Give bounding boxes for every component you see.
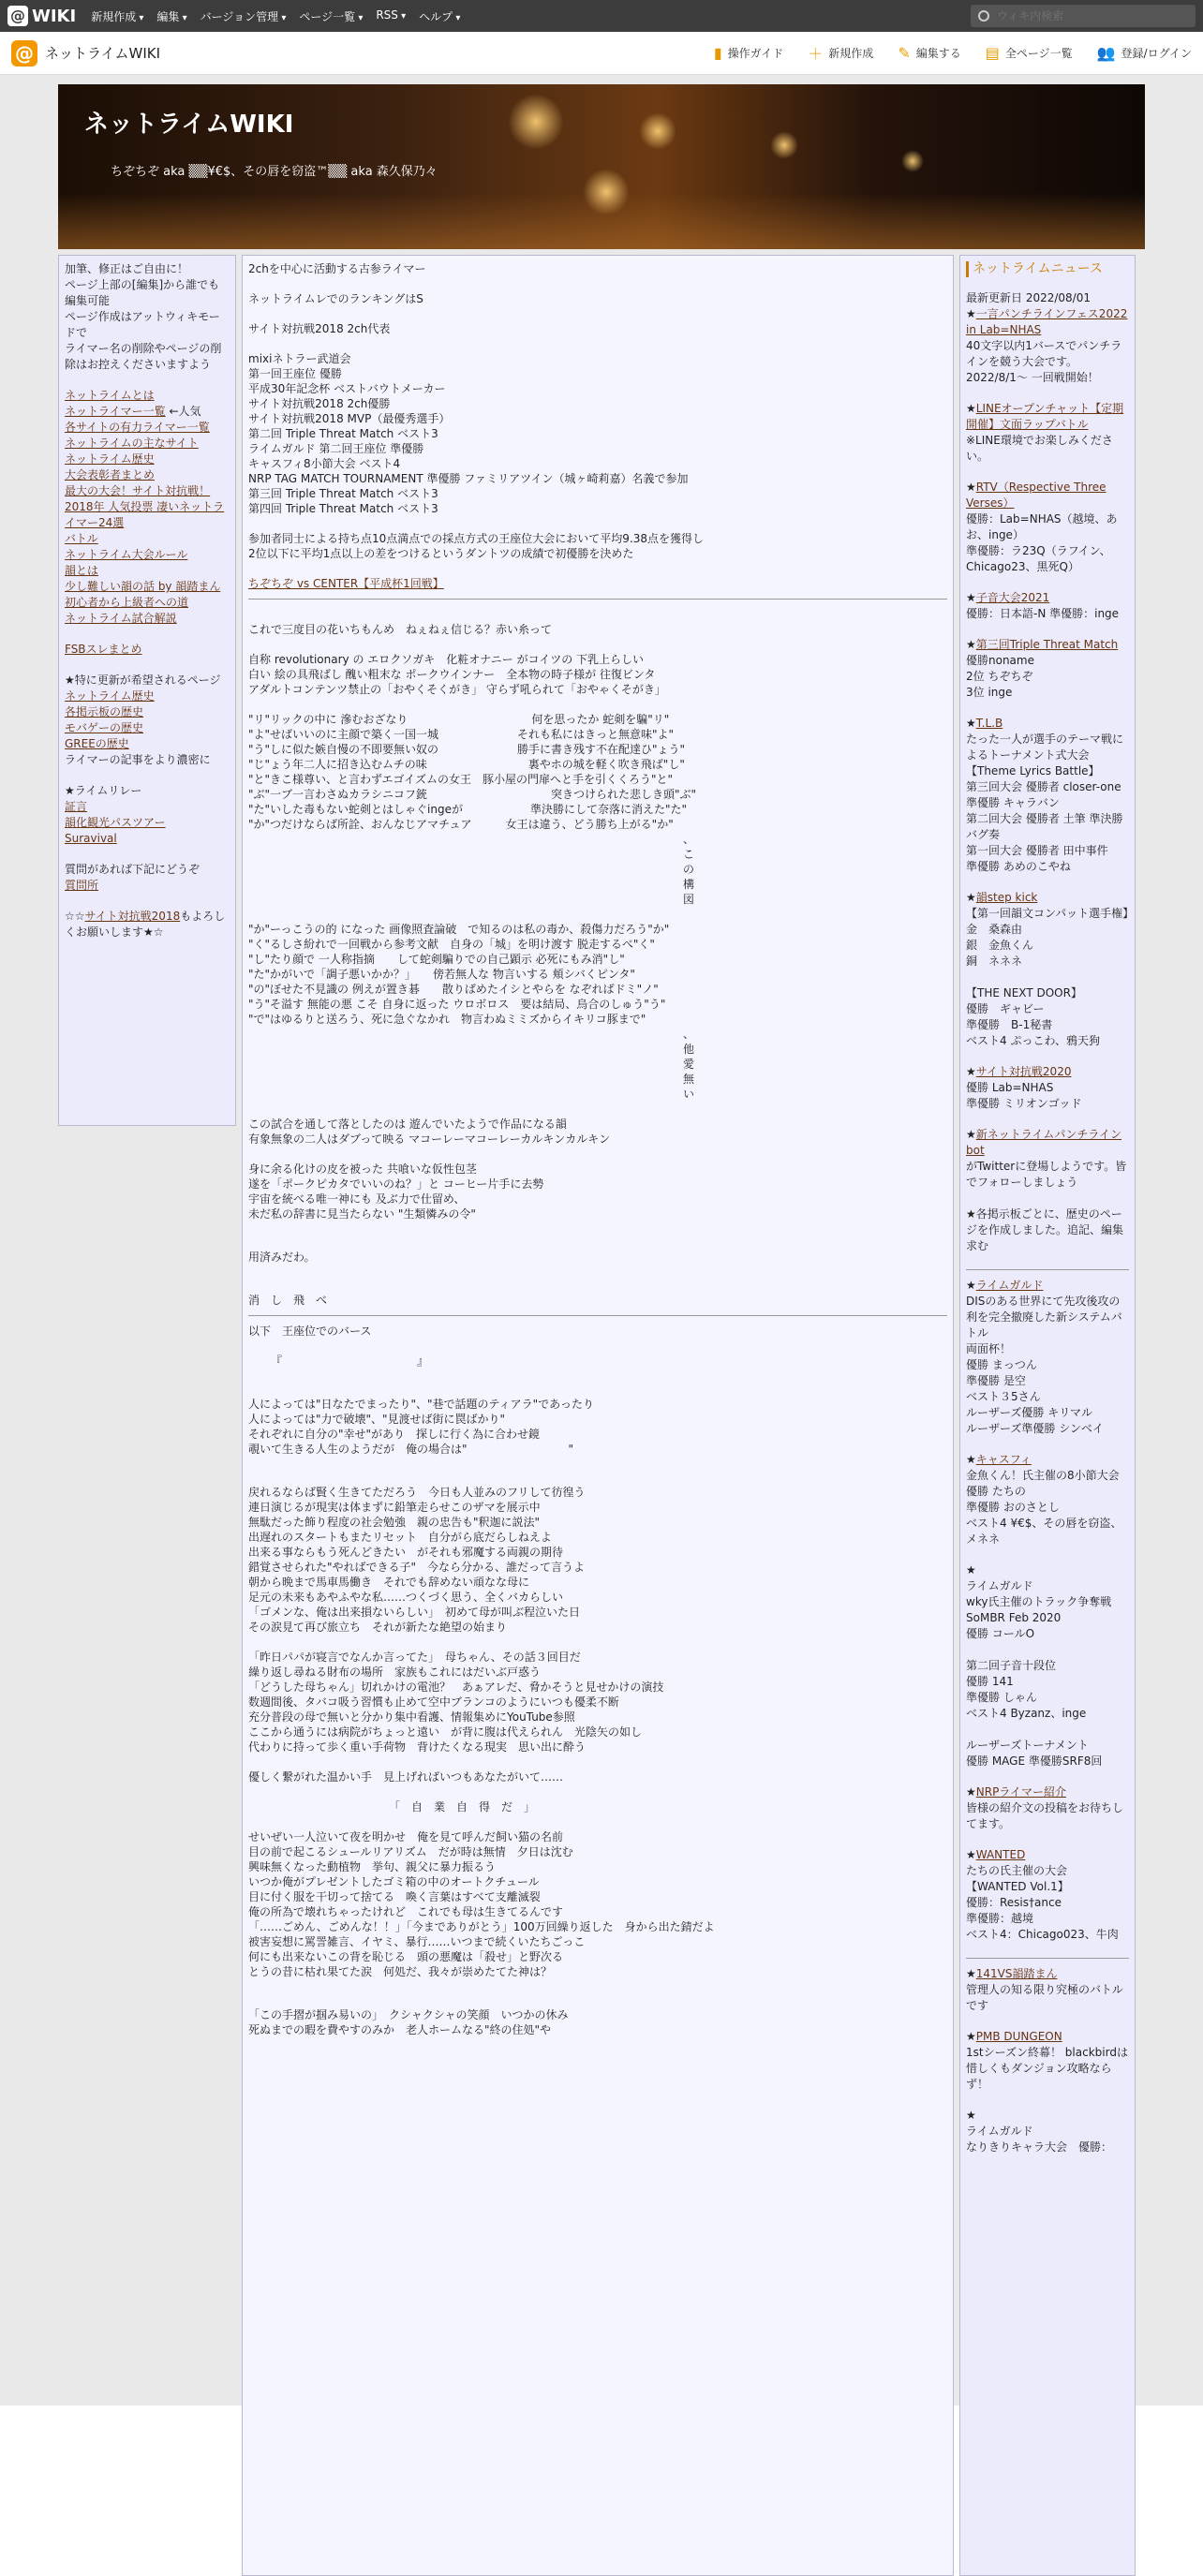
news-link[interactable]: ライムガルド: [975, 1279, 1044, 1292]
news-text: 準優勝 しゃん: [966, 1691, 1037, 1704]
verse-line: 宇宙を統べる唯一神にも 及ぶ力で仕留め、: [248, 1192, 466, 1206]
profile-line: [248, 516, 947, 531]
menu-help[interactable]: ヘルプ ▾: [419, 8, 460, 24]
news-text: 優勝 たちの: [966, 1485, 1026, 1498]
site-name[interactable]: ネットライムWIKI: [45, 45, 161, 62]
news-link[interactable]: 韻step kick: [975, 891, 1038, 904]
verse-line: "か"つだけならば所詮、おんなじアマチュア 女王は違う、どう勝ち上がる"か": [248, 818, 674, 831]
vertical-char: 愛: [682, 1058, 694, 1071]
profile-line: 2位以下に平均1点以上の差をつけるというダントツの成績で初優勝を決めた: [248, 547, 634, 560]
profile-line: ネットライムレでのランキングはS: [248, 292, 423, 305]
news-text: たった一人が選手のテーマ戦によるトーナメント式大会【Theme Lyrics Battle】: [966, 733, 1124, 777]
link-site-battle[interactable]: 最大の大会！サイト対抗戦！: [65, 484, 211, 497]
verse-line: "た"かがいで「調子悪いかか？」 傍若無人な 物言いする 頬シバくピンタ": [248, 968, 635, 981]
verse-line: これで三度目の花いちもんめ ねぇねぇ信じる？赤い糸って: [248, 623, 553, 636]
verse-line: この試合を通して落としたのは 遊んでいたようで作品になる韻: [248, 1118, 567, 1131]
news-text: 銀 金魚くん: [966, 939, 1034, 952]
verse-block: [248, 922, 947, 1027]
banner-image: [58, 84, 1145, 249]
news-item: [966, 1127, 1129, 1254]
banner-subtitle: ちぞちぞ aka ▒▒¥€$、その唇を窃盗™▒▒ aka 森久保乃々: [111, 165, 438, 179]
link-history[interactable]: ネットライム歴史: [65, 452, 155, 466]
verse-line: 目の前で起こるシュールリアリズム だが時は無情 夕日は沈む: [248, 1845, 573, 1858]
vertical-char: こ: [682, 848, 694, 861]
star-icon: ★: [966, 1279, 976, 1292]
verse-line: いつか俺がプレゼントしたゴミ箱の中のオートクチュール: [248, 1875, 540, 1888]
star-icon: ★: [966, 1785, 976, 1799]
profile-line: ライムガルド 第二回王座位 準優勝: [248, 442, 424, 455]
at-icon: @: [7, 6, 28, 26]
verse-line: 戻れるならば賢く生きてただろう 今日も人並みのフリして彷徨う: [248, 1486, 586, 1499]
guide-button[interactable]: ▮ 操作ガイド: [713, 44, 784, 62]
news-item: [966, 306, 1129, 386]
news-text: 優勝 Lab=NHAS: [966, 1081, 1054, 1094]
news-item: [966, 2029, 1129, 2093]
news-item: [966, 1064, 1129, 1112]
news-text: 【WANTED Vol.1】: [966, 1880, 1069, 1893]
link-gree-history[interactable]: GREEの歴史: [65, 737, 129, 750]
news-text: ベスト4 Byzanz、inge: [966, 1707, 1087, 1720]
vertical-text: [248, 832, 947, 907]
news-text: 【THE NEXT DOOR】: [966, 986, 1082, 999]
plus-icon: ＋: [808, 45, 824, 63]
verse-block: [248, 622, 947, 832]
news-link[interactable]: NRPライマー紹介: [975, 1785, 1066, 1799]
profile-line: [248, 306, 947, 321]
divider: [248, 1315, 947, 1316]
verse-line: アダルトコンテンツ禁止の「おやくそくがき」 守らず吼られて「おやゃくそがき」: [248, 683, 666, 696]
star-icon: ★: [966, 1128, 976, 1141]
atwiki-logo[interactable]: @ WIKI: [7, 6, 76, 26]
profile-line: 参加者同士による持ち点10点満点での採点方式の王座位大会において平均9.38点を獲得し: [248, 532, 704, 545]
profile-line: [248, 276, 947, 291]
verse-line: "く"るしさ紛れで一回戦から参考文献 自身の「城」を明け渡す 脱走するべ"く": [248, 938, 655, 951]
news-text: ★各掲示板ごとに、歴史のページを作成しました。追記、編集求む: [966, 1207, 1124, 1252]
verse-line: 朝から晩まで馬車馬働き それでも辞めない頑なな母に: [248, 1576, 530, 1589]
link-update-history[interactable]: ネットライム歴史: [65, 689, 155, 703]
news-item: [966, 590, 1129, 622]
news-text: 第二回子音十段位: [966, 1659, 1057, 1672]
profile-line: mixiネトラー武道会: [248, 352, 351, 365]
news-text: 優勝：Resis†ance: [966, 1896, 1062, 1909]
link-popular-vote[interactable]: 2018年 人気投票 凄いネットライマー24選: [65, 500, 225, 529]
profile-line: 平成30年記念杯 ベストバウトメーカー: [248, 382, 446, 395]
verse-line: 遂を「ポークピカタでいいのね？」と コーヒー片手に去勢: [248, 1177, 544, 1191]
vertical-char: 図: [682, 893, 694, 906]
news-link[interactable]: T.L.B: [975, 717, 1003, 730]
header-actions: [714, 42, 1192, 64]
news-text: 準優勝 ミリオンゴッド: [966, 1097, 1082, 1110]
news-text: 第二回大会 優勝者 土筆 準決勝 バグ奏: [966, 812, 1123, 841]
news-text: 【第一回韻文コンパット選手権】: [966, 907, 1135, 920]
star-icon: ★: [966, 481, 976, 494]
news-link[interactable]: WANTED: [975, 1848, 1026, 1861]
verse-line: 出来る事ならもう死んどきたい がそれも邪魔する両親の期待: [248, 1546, 564, 1559]
verse-line: 何にも出来ないこの背を恥じる 頭の悪魔は「殺せ」と野次る: [248, 1950, 564, 1963]
verse-line: 有象無象の二人はダブって映る マコーレーマコーレーカルキンカルキン: [248, 1133, 611, 1146]
news-link[interactable]: RTV（Respective Three Verses）: [966, 481, 1106, 510]
news-link[interactable]: キャスフィ: [975, 1453, 1032, 1466]
site-logo[interactable]: [11, 40, 160, 67]
news-text: [966, 1722, 1129, 1738]
news-text: ※LINE環境でお楽しみください。: [966, 434, 1113, 463]
verse-block: [248, 1485, 947, 1635]
menu-version[interactable]: バージョン管理 ▾: [200, 8, 287, 24]
news-link[interactable]: 第三回Triple Threat Match: [975, 638, 1119, 651]
verse-line: 足元の未来もあやふやな私……つくづく思う、全くバカらしい: [248, 1591, 564, 1604]
divider: [248, 599, 947, 600]
news-text: [966, 1642, 1129, 1658]
news-item: [966, 637, 1129, 701]
all-pages-button[interactable]: ▤ 全ページ一覧: [985, 44, 1073, 62]
news-text: 銅 ネネネ: [966, 955, 1023, 968]
edit-button[interactable]: ✎ 編集する: [898, 44, 961, 62]
verse-line: それぞれに自分の"幸せ"があり 探しに行く為に合わせ鏡: [248, 1428, 541, 1441]
vertical-text: [248, 1027, 947, 1102]
profile-line: サイト対抗戦2018 2ch代表: [248, 322, 391, 335]
verse-line: "の"ぼせた不見識の 例えが置き碁 散りばめたイシとやらを なぞればドミ"ノ": [248, 983, 659, 996]
menu-edit[interactable]: 編集 ▾: [156, 8, 186, 24]
battle-link[interactable]: ちぞちぞ vs CENTER【平成杯1回戦】: [248, 577, 444, 590]
star-icon: ★: [966, 307, 976, 320]
news-text: 準優勝 是空: [966, 1374, 1026, 1387]
news-text: 準優勝 B-1秘書: [966, 1018, 1053, 1031]
verse-block: [248, 1650, 947, 1784]
verse-line: 錯覚させられた"やればできる子" 今なら分かる、誰だって言うよ: [248, 1561, 586, 1574]
news-text: 優勝 141: [966, 1675, 1014, 1688]
verse-line: "と"きこ様尊い、と言わずエゴイズムの女王 豚小屋の門扉へと手を引くくろう"と": [248, 773, 674, 786]
verse-line: [248, 1147, 947, 1162]
verse-line: "じ"ょう年二人に招き込むムチの味 裏やホの城を軽く吹き飛ば"し": [248, 758, 685, 771]
news-item: [966, 1847, 1129, 1943]
vertical-char: 他: [682, 1043, 694, 1056]
verse-line: 人によっては"日なたでまったり"、"巷で話題のティアラ"であったり: [248, 1398, 595, 1411]
link-testimony[interactable]: 証言: [65, 800, 88, 813]
star-icon: ★: [966, 891, 976, 904]
verse-line: 未だ私の辞書に見当たらない "生類憐みの令": [248, 1207, 476, 1221]
verse-line: "か"ーっこうの的 になった 画像照査論破 で知るのは私の毒か、殺傷力だろう"か": [248, 923, 670, 936]
verse-line: 無駄だった飾り程度の社会勉強 親の忠告も"釈迦に説法": [248, 1516, 541, 1529]
verse-line: [248, 697, 947, 712]
site-header: [0, 32, 1203, 75]
link-fsb[interactable]: FSBスレまとめ: [65, 643, 142, 656]
verse-line: "ぶ"一ブ一言わさぬカラシニコフ銃 突きつけられた悲しき頭"ぶ": [248, 788, 697, 801]
search-input[interactable]: [995, 8, 1182, 23]
menu-pages[interactable]: ページ一覧 ▾: [299, 8, 363, 24]
news-text: 優勝noname: [966, 654, 1034, 667]
news-link[interactable]: 子音大会2021: [975, 591, 1050, 604]
menu-rss[interactable]: RSS ▾: [376, 8, 406, 24]
star-icon: ★: [966, 717, 976, 730]
profile-line: 2chを中心に活動する古参ライマー: [248, 262, 426, 275]
vertical-char: 構: [682, 878, 694, 891]
profile-line: 第四回 Triple Threat Match ベスト3: [248, 502, 438, 515]
news-text: 第三回大会 優勝者 closer-one 準優勝 キャラバン: [966, 780, 1133, 809]
news-link[interactable]: PMB DUNGEON: [975, 2030, 1062, 2043]
news-text: 準優勝：越境: [966, 1912, 1034, 1925]
verse-line: 連日演じるが現実は体まずに鉛筆走らせこのザマを展示中: [248, 1501, 541, 1514]
search-box: [971, 5, 1196, 27]
news-text: 2位 ちぞちぞ: [966, 670, 1033, 683]
news-text: wky氏主催のトラック争奪戦SoMBR Feb 2020: [966, 1595, 1112, 1624]
verse-line: "た"いした毒もない蛇剣とはしゃぐingeが 準決勝にして奈落に消えた"た": [248, 803, 688, 816]
verse-line: 被害妄想に罵詈雑言、イヤミ、暴行……いつまで続くいたちごっこ: [248, 1935, 586, 1948]
star-icon: ★: [966, 591, 976, 604]
verse-line: 白い 絵の具飛ばし 醜い粗末な ポークウインナー 全本物の時子様が 往復ビンタ: [248, 668, 656, 681]
news-text: 優勝 コールO: [966, 1627, 1035, 1640]
verse-line: "よ"せばいいのに主顔で築く一国一城 それも私にはきっと無意味"よ": [248, 728, 675, 741]
pencil-icon: ✎: [898, 44, 911, 62]
verse-block: [248, 2007, 947, 2037]
banner-title: ネットライムWIKI: [84, 111, 294, 139]
star-icon: ★: [966, 1563, 976, 1577]
news-item: [966, 716, 1133, 875]
profile-line: サイト対抗戦2018 MVP（最優秀選手）: [248, 412, 451, 425]
link-board-history[interactable]: 各掲示板の歴史: [65, 705, 144, 718]
divider: [966, 1958, 1129, 1959]
verse-line: 出遅れのスタートもまたリセット 自分がら底だらしねえよ: [248, 1531, 552, 1544]
verse-line: 身に余る化けの皮を被った 共喰いな仮性包茎: [248, 1162, 477, 1176]
news-text: ベスト３5さん: [966, 1390, 1041, 1403]
nav-links: ネットライムとは ネットライマー一覧 ←人気 各サイトの有力ライマー一覧 ネットライムの主なサイト ネットライム歴史 大会表彰者まとめ 最大の大会！サイト対抗戦！ 2018年 人気投票 凄いネットライマー24選 バトル ネットライム大会ルール 韻とは 少し難しい韻の話 by 韻踏まん 初心者から上級者への道 ネットライム試合解説: [65, 389, 225, 625]
link-awards[interactable]: 大会表彰者まとめ: [65, 468, 156, 481]
verse-line: 自称 revolutionary の エロクソガキ 化粧オナニー がコイツの 下乳上らしい: [248, 653, 645, 666]
news-list: [966, 306, 1135, 2155]
vertical-char: 、: [682, 1028, 694, 1041]
news-heading: ネットライムニュース: [966, 261, 1129, 277]
verse-line: 「どうした母ちゃん」切れかけの電池？ あぁアレだ、脅かそうと見せかけの演技: [248, 1680, 664, 1694]
link-beginner[interactable]: 初心者から上級者への道: [65, 596, 189, 609]
verse-block: [248, 1829, 947, 1979]
link-about[interactable]: ネットライムとは: [65, 389, 155, 402]
link-question[interactable]: 質問所: [65, 879, 99, 892]
star-icon: ★: [966, 402, 976, 415]
verse-line: ここから通うには病院がちょっと遠い が背に腹は代えられん 光陰矢の如し: [248, 1725, 643, 1739]
news-text: 優勝：日本語-N 準優勝：inge: [966, 607, 1120, 620]
main-content: 2chを中心に活動する古参ライマー ネットライムレでのランキングはS サイト対抗戦2018 2ch代表 mixiネトラー武道会 第一回王座位 優勝 平成30年記念杯 ベストバウトメーカー サイト対抗戦2018 2ch優勝 サイト対抗戦2018 MVP（最優秀選手） 第二回 Triple Threat Match ベスト3 ライムガルド 第二回王座位 準優勝 キャスフィ8小節大会 ベスト4 NRP TAG MATCH TOURNAMENT 準優勝 ファミリアツイン（城ヶ崎莉嘉）名義で参加 第三回 Triple Threat Match ベスト3 第四回 Triple Threat Match ベスト3 参加者同士による持ち点10点満点での採点方式の王座位大会において平均9.38点を獲得し 2位以下に平均1点以上の差をつけるというダントツの成績で初優勝を決めた ちぞちぞ vs CENTER【平成杯1回戦】 これで三度目の花いちもんめ ねぇねぇ信じる？赤い糸って 自称 revolutionary の エロクソガキ 化粧オナニー がコイツの 下乳上らしい 白い 絵の具飛ばし 醜い粗末な ポークウインナー 全本物の時子様が 往復ビンタ アダルトコンテンツ禁止の「おやくそくがき」 守らず吼られて「おやゃくそがき」 "リ"リックの中に 滲むおざなり 何を思ったか 蛇剣を騙"リ" "よ"せばいいのに主顔で築く一国一城 それも私にはきっと無意味"よ" "う"しに似た嫉自慢の不即要無い奴の 勝手に書き残す不在配達ひ"ょう" "じ"ょう年二人に招き込むムチの味 裏やホの城を軽く吹き飛ば"し" "と"きこ様尊い、と言わずエゴイズムの女王 豚小屋の門扉へと手を引くくろう"と" "ぶ"一ブ一言わさぬカラシニコフ銃 突きつけられた悲しき頭"ぶ" "た"いした毒もない蛇剣とはしゃぐingeが 準決勝にして奈落に消えた"た" "か"つだけならば所詮、おんなじアマチュア 女王は違う、どう勝ち上がる"か" 、 こ の 構 図 "か"ーっこうの的 になった 画像照査論破 で知るのは私の毒か、殺傷力だろう"か" "く"るしさ紛れで一回戦から参考文献 自身の「城」を明け渡す 脱走するべ"く" "し"たり顔で 一人称指摘 して蛇剣騙りでの自己顕示 必死にもみ消"し" "た"かがいで「調子悪いかか？」 傍若無人な 物言いする 頬シバくピンタ" "の"ぼせた不見識の 例えが置き碁 散りばめたイシとやらを なぞればドミ"ノ" "う"そ溢す 無能の悪 こそ 自身に返った ウロボロス 要は結局、烏合のしゅう"う" "で"はゆるりと送ろう、死に急ぐなかれ 物言わぬミミズからイキリコ豚まで" 、 他 愛 無 い この試合を通して落としたのは 遊んでいたようで作品になる韻 有象無象の二人はダブって映る マコーレーマコーレーカルキンカルキン 身に余る化けの皮を被った 共喰いな仮性包茎 遂を「ポークピカタでいいのね？」と コーヒー片手に去勢 宇宙を統べる唯一神にも 及ぶ力で仕留め、 未だ私の辞書に見当たらない "生類憐みの令" 用済みだわ。 消 し 飛 べ 以下 王座位でのバース 『 』 人によっては"日なたでまったり"、"巷で話題のティアラ"であったり 人によっては"力で破壊"、"見渡せば街に罠ばかり" それぞれに自分の"幸せ"があり 探しに行く為に合わせ鏡 覗いて生きる人生のようだが 俺の場合は" " 戻れるならば賢く生きてただろう 今日も人並みのフリして彷徨う 連日演じるが現実は体まずに鉛筆走らせこのザマを展示中 無駄だった飾り程度の社会勉強 親の忠告も"釈迦に説法" 出遅れのスタートもまたリセット 自分がら底だらしねえよ 出来る事ならもう死んどきたい がそれも邪魔する両親の期待 錯覚させられた"やればできる子" 今なら分かる、誰だって言うよ 朝から晩まで馬車馬働き それでも辞めない頑なな母に 足元の未来もあやふやな私……つくづく思う、全くバカらしい 「ゴメンな、俺は出来損ないらしい」 初めて母が叫ぶ程泣いた日 その涙見て再び旅立ち それが新たな絶望の始まり 「昨日パパが寝言でなんか言ってた」 母ちゃん、その話３回目だ 繰り返し尋ねる財布の場所 家族もこれにはだいぶ戸惑う 「どうした母ちゃん」切れかけの電池？ あぁアレだ、脅かそうと見せかけの演技 数週間後、タバコ吸う習慣も止めて空中ブランコのようにいつも優柔不断 充分普段の母で無いと分かり集中看護、情報集めにYouTube参照 ここから通うには病院がちょっと遠い が背に腹は代えられん 光陰矢の如し 代わりに持って歩く重い手荷物 背けたくなる現実 思い出に酔う 優しく繋がれた温かい手 見上げればいつもあなたがいて…… 「 自 業 自 得 だ 」 せいぜい一人泣いて夜を明かせ 俺を見て呼んだ飼い猫の名前 目の前で起こるシュールリアリズム だが時は無情 夕日は沈む 興味無くなった動植物 挙句、親父に暴力振るう いつか俺がプレゼントしたゴミ箱の中のオートクチュール 目に付く服を干切って捨てる 喚く言葉はすべて支離滅裂 俺の所為で壊れちゃったけれど これでも母は生きてるんです 「……ごめん、ごめんな！！」「今までありがとう」100万回繰り返した 身から出た錆だよ 被害妄想に罵詈雑言、イヤミ、暴行……いつまで続くいたちごっこ 何にも出来ないこの背を恥じる 頭の悪魔は「殺せ」と野次る とうの昔に枯れ果てた涙 何処だ、我々が崇めたてた神は？ 「この手摺が掴み易いの」 クシャクシャの笑顔 いつかの休み 死ぬまでの暇を費やすのみか 老人ホームなる"終の住処"や: [242, 255, 954, 2576]
user-plus-icon: 👥: [1096, 44, 1116, 62]
news-text: ベスト4：Chicago023、牛肉: [966, 1928, 1119, 1941]
link-commentary[interactable]: ネットライム試合解説: [65, 612, 177, 625]
search-icon[interactable]: [978, 10, 989, 22]
site-at-icon: @: [11, 40, 37, 67]
vertical-char: 、: [682, 833, 694, 846]
link-rapper-list[interactable]: ネットライマー一覧: [65, 405, 166, 418]
vertical-char: の: [682, 863, 694, 876]
verse-line: "し"たり顔で 一人称指摘 して蛇剣騙りでの自己顕示 必死にもみ消"し": [248, 953, 625, 966]
news-text: ルーザーズ優勝 キリマル: [966, 1406, 1092, 1419]
menu-new[interactable]: 新規作成 ▾: [91, 8, 143, 24]
profile-line: 第二回 Triple Threat Match ベスト3: [248, 427, 438, 440]
news-text: 皆様の紹介文の投稿をお待ちしてます。: [966, 1801, 1124, 1830]
profile-text: [248, 261, 947, 561]
news-text: 40文字以内1バースでパンチラインを競う大会です。: [966, 339, 1122, 368]
login-button[interactable]: 👥 登録/ログイン: [1096, 44, 1192, 62]
closing-note: ☆☆サイト対抗戦2018もよろしくお願いします★☆: [65, 910, 226, 939]
verse-line: [248, 1754, 947, 1769]
verse-line: 数週間後、タバコ吸う習慣も止めて空中ブランコのようにいつも優柔不断: [248, 1695, 619, 1709]
news-text: 管理人の知る限り究極のバトルです: [966, 1983, 1123, 2012]
verse-line: 興味無くなった動植物 挙句、親父に暴力振るう: [248, 1860, 497, 1873]
new-page-button[interactable]: ＋ 新規作成: [808, 42, 873, 64]
verse-line: 「……ごめん、ごめんな！！」「今までありがとう」100万回繰り返した 身から出た錆だよ: [248, 1920, 715, 1933]
news-link[interactable]: サイト対抗戦2020: [975, 1065, 1072, 1078]
news-item: [966, 480, 1129, 575]
verse-line: [248, 637, 947, 652]
verse-line: その涙見て再び旅立ち それが新たな絶望の始まり: [248, 1621, 508, 1634]
star-icon: ★: [966, 1967, 976, 1980]
vertical-char: 無: [682, 1073, 694, 1086]
profile-line: 第三回 Triple Threat Match ベスト3: [248, 487, 438, 500]
news-item: [966, 1562, 1129, 1769]
document-icon: ▤: [985, 44, 1000, 62]
star-icon: ★: [966, 2109, 976, 2122]
profile-line: キャスフィ8小節大会 ベスト4: [248, 457, 401, 470]
profile-line: 第一回王座位 優勝: [248, 367, 342, 380]
link-site-rappers[interactable]: 各サイトの有力ライマー一覧: [65, 421, 210, 434]
news-text: [966, 1191, 1129, 1207]
divider: [966, 1269, 1129, 1270]
right-sidebar: ネットライムニュース 最新更新日 2022/08/01 ★一言パンチラインフェス2022 in Lab=NHAS 40文字以内1バースでパンチラインを競う大会です。 2022/8/1〜 一回戦開始！ ★LINEオープンチャット【定期開催】文面ラップバトル ※LINE環境でお楽しみください。 ★RTV（Respective Three Verses） 優勝：Lab=NHAS（越境、あお、inge） 準優勝：ラ23Q（ラフイン、Chicago23、黒死Q） ★子音大会2021 優勝：日本語-N 準優勝：inge ★第三回Triple Threat Match 優勝noname 2位 ちぞちぞ 3位 inge ★T.L.B たった一人が選手のテーマ戦によるトーナメント式大会【Theme Lyrics Battle】 第三回大会 優勝者 closer-one 準優勝 キャラバン 第二回大会 優勝者 土筆 準決勝 バグ奏 第一回大会 優勝者 田中事件 準優勝 あめのこやね ★韻step kick 【第一回韻文コンパット選手権】 金 桑森由 銀 金魚くん 銅 ネネネ 【THE NEXT DOOR】 優勝 ギャビー 準優勝 B-1秘書 ベスト4 ぷっこわ、鴉天狗 ★サイト対抗戦2020 優勝 Lab=NHAS 準優勝 ミリオンゴッド ★新ネットライムパンチラインbot がTwitterに登場しようです。皆でフォローしましょう ★各掲示板ごとに、歴史のページを作成しました。追記、編集求む ★ライムガルド DISのある世界にて先攻後攻の利を完全撤廃した新システムバトル 両面杯！ 優勝 まっつん 準優勝 是空 ベスト３5さん ルーザーズ優勝 キリマル ルーザーズ準優勝 シンベイ ★キャスフィ 金魚くん！氏主催の8小節大会 優勝 たちの 準優勝 おのさとし ベスト4 ¥€$、その唇を窃盗、メネネ ★ ライムガルド wky氏主催のトラック争奪戦SoMBR Feb 2020 優勝 コールO 第二回子音十段位 優勝 141 準優勝 しゃん ベスト4 Byzanz、inge ルーザーズトーナメント 優勝 MAGE 準優勝SRF8回 ★NRPライマー紹介 皆様の紹介文の投稿をお待ちしてます。 ★WANTED たちの氏主催の大会 【WANTED Vol.1】 優勝：Resis†ance 準優勝：越境 ベスト4：Chicago023、牛肉 ★141VS韻踏まん 管理人の知る限り究極のバトルです ★PMB DUNGEON 1stシーズン終幕！ blackbirdは惜しくもダンジョン攻略ならず！ ★ ライムガルド なりきりキャラ大会 優勝：: [959, 255, 1136, 2576]
news-item: [966, 2108, 1129, 2155]
news-text: ルーザーズトーナメント: [966, 1739, 1089, 1752]
intro-text: 加筆、修正はご自由に！ ページ上部の[編集]から誰でも編集可能 ページ作成はアットウィキモードで ライマー名の削除やページの削除はお控えくださいますよう: [65, 262, 222, 371]
verse-line: 人によっては"力で破壊"、"見渡せば街に罠ばかり": [248, 1413, 506, 1426]
news-link[interactable]: 新ネットライムパンチラインbot: [966, 1128, 1122, 1157]
news-text: 優勝 ギャビー: [966, 1002, 1045, 1015]
verse-line: "う"しに似た嫉自慢の不即要無い奴の 勝手に書き残す不在配達ひ"ょう": [248, 743, 686, 756]
news-link[interactable]: 141VS韻踏まん: [975, 1967, 1058, 1980]
left-sidebar: 加筆、修正はご自由に！ ページ上部の[編集]から誰でも編集可能 ページ作成はアットウィキモードで ライマー名の削除やページの削除はお控えくださいますよう ネットライムとは ネットライマー一覧 ←人気 各サイトの有力ライマー一覧 ネットライムの主なサイト ネットライム歴史 大会表彰者まとめ 最大の大会！サイト対抗戦！ 2018年 人気投票 凄いネットライマー24選 バトル ネットライム大会ルール 韻とは 少し難しい韻の話 by 韻踏まん 初心者から上級者への道 ネットライム試合解説 FSBスレまとめ ★特に更新が希望されるページ ネットライム歴史 各掲示板の歴史 モバゲーの歴史 GREEの歴史 ライマーの記事をより濃密に ★ライムリレー 証言 韻化観光パスツアー Suravival 質問があれば下記にどうぞ 質問所 ☆☆サイト対抗戦2018もよろしくお願いします★☆: [58, 255, 236, 1126]
news-item: [966, 1452, 1129, 1547]
verse-line: 俺の所為で壊れちゃったけれど これでも母は生きてるんです: [248, 1905, 564, 1918]
link-site-battle-2018[interactable]: サイト対抗戦2018: [84, 910, 181, 923]
star-icon: ★: [966, 1453, 976, 1466]
news-text: 優勝 MAGE 準優勝SRF8回: [966, 1754, 1103, 1768]
verse-line: 「昨日パパが寝言でなんか言ってた」 母ちゃん、その話３回目だ: [248, 1651, 581, 1664]
news-text: 両面杯！: [966, 1342, 1012, 1355]
top-toolbar: [0, 0, 1203, 32]
verse-block: [248, 1397, 947, 1457]
verse-line: 充分普段の母で無いと分かり集中看護、情報集めにYouTube参照: [248, 1710, 575, 1724]
verse-line: 代わりに持って歩く重い手荷物 背けたくなる現実 思い出に酔う: [248, 1740, 587, 1754]
top-menu: [91, 8, 460, 24]
link-rhyme[interactable]: 韻とは: [65, 564, 99, 577]
verse-line: 「ゴメンな、俺は出来損ないらしい」 初めて母が叫ぶ程泣いた日: [248, 1606, 581, 1619]
news-text: ベスト4 ¥€$、その唇を窃盗、メネネ: [966, 1517, 1122, 1546]
news-text: 金 桑森由: [966, 923, 1023, 936]
news-text: 1stシーズン終幕！ blackbirdは惜しくもダンジョン攻略ならず！: [966, 2046, 1128, 2091]
news-text: ベスト4 ぷっこわ、鴉天狗: [966, 1034, 1100, 1047]
vertical-char: い: [682, 1088, 694, 1101]
link-rhyme-advanced[interactable]: 少し難しい韻の話 by 韻踏まん: [65, 580, 221, 593]
news-text: たちの氏主催の大会: [966, 1864, 1068, 1877]
news-text: ライムガルド: [966, 1579, 1033, 1592]
star-icon: ★: [966, 2030, 976, 2043]
link-mobage-history[interactable]: モバゲーの歴史: [65, 721, 144, 734]
verse-line: 優しく繋がれた温かい手 見上げればいつもあなたがいて……: [248, 1770, 564, 1784]
verse-line: "う"そ溢す 無能の悪 こそ 自身に返った ウロボロス 要は結局、烏合のしゅう"う": [248, 998, 666, 1011]
news-text: 3位 inge: [966, 686, 1013, 699]
news-text: 準優勝 おのさとし: [966, 1501, 1060, 1514]
news-item: [966, 1278, 1129, 1437]
news-text: がTwitterに登場しようです。皆でフォローしましょう: [966, 1160, 1127, 1189]
star-icon: ★: [966, 638, 976, 651]
verse-line: "で"はゆるりと送ろう、死に急ぐなかれ 物言わぬミミズからイキリコ豚まで": [248, 1013, 646, 1026]
news-text: ライムガルド: [966, 2124, 1033, 2138]
news-item: [966, 1784, 1129, 1832]
profile-line: サイト対抗戦2018 2ch優勝: [248, 397, 391, 410]
news-text: 優勝：Lab=NHAS（越境、あお、inge）: [966, 512, 1118, 541]
page-body: [0, 75, 1203, 2406]
news-text: 準優勝：ラ23Q（ラフイン、Chicago23、黒死Q）: [966, 544, 1111, 573]
news-text: DISのある世界にて先攻後攻の利を完全撤廃した新システムバトル: [966, 1295, 1122, 1340]
verse-line: せいぜい一人泣いて夜を明かせ 俺を見て呼んだ飼い猫の名前: [248, 1830, 564, 1843]
news-item: [966, 401, 1129, 465]
star-icon: ★: [966, 1065, 976, 1078]
news-link[interactable]: 一言パンチラインフェス2022 in Lab=NHAS: [966, 307, 1128, 336]
verse-line: 死ぬまでの暇を費やすのみか 老人ホームなる"終の住処"や: [248, 2023, 552, 2036]
verse-block: [248, 1117, 947, 1221]
link-tour[interactable]: 韻化観光パスツアー: [65, 816, 166, 829]
profile-line: NRP TAG MATCH TOURNAMENT 準優勝 ファミリアツイン（城ヶ崎莉嘉）名義で参加: [248, 472, 689, 485]
star-icon: ★: [966, 1848, 976, 1861]
news-text: ルーザーズ準優勝 シンベイ: [966, 1422, 1104, 1435]
link-battle[interactable]: バトル: [65, 532, 98, 545]
link-suravival[interactable]: Suravival: [65, 832, 117, 845]
verse-line: 「この手摺が掴み易いの」 クシャクシャの笑顔 いつかの休み: [248, 2008, 569, 2021]
news-item: [966, 1966, 1129, 2014]
book-icon: ▮: [713, 44, 722, 62]
verse-line: 覗いて生きる人生のようだが 俺の場合は" ": [248, 1443, 574, 1456]
link-main-sites[interactable]: ネットライムの主なサイト: [65, 437, 199, 450]
verse-line: とうの昔に枯れ果てた涙 何処だ、我々が崇めたてた神は？: [248, 1965, 553, 1978]
news-item: [966, 890, 1135, 1049]
news-text: 優勝 まっつん: [966, 1358, 1037, 1371]
profile-line: [248, 336, 947, 351]
verse-line: 目に付く服を干切って捨てる 喚く言葉はすべて支離滅裂: [248, 1890, 541, 1903]
news-link[interactable]: LINEオープンチャット【定期開催】文面ラップバトル: [966, 402, 1124, 431]
news-text: 第一回大会 優勝者 田中事件 準優勝 あめのこやね: [966, 844, 1120, 873]
link-rules[interactable]: ネットライム大会ルール: [65, 548, 188, 561]
news-text: なりきりキャラ大会 優勝：: [966, 2140, 1113, 2154]
verse-line: 繰り返し尋ねる財布の場所 家族もこれにはだいぶ戸惑う: [248, 1666, 542, 1679]
news-text: [966, 970, 1129, 985]
news-text: 金魚くん！氏主催の8小節大会: [966, 1469, 1120, 1482]
verse-line: "リ"リックの中に 滲むおざなり 何を思ったか 蛇剣を騙"リ": [248, 713, 670, 726]
news-text: 2022/8/1〜 一回戦開始！: [966, 371, 1099, 384]
